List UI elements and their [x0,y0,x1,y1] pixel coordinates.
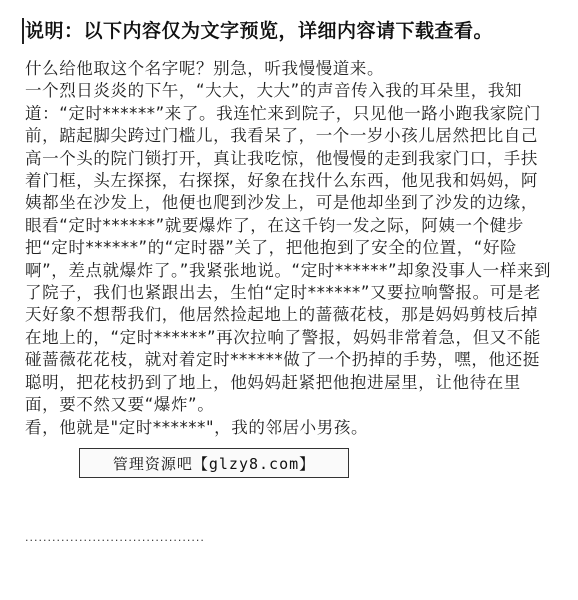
paragraph-conclusion: 看，他就是"定时******"，我的邻居小男孩。 [25,417,369,437]
document-body [25,58,555,439]
preview-notice: 说明：以下内容仅为文字预览，详细内容请下载查看。 [25,20,494,42]
paragraph-intro: 什么给他取这个名字呢？别急，听我慢慢道来。 [25,59,385,78]
text-cursor [22,18,24,44]
watermark-banner: 管理资源吧【glzy8.com】 [79,448,349,478]
paragraph-story: 一个烈日炎炎的下午，“大大，大大”的声音传入我的耳朵里，我知道：“定时******”来了。我连忙来到院子，只见他一路小跑我家院门前，踮起脚尖跨过门槛儿，我看呆了，一个一岁小孩儿居然把比自己高一个头的院门锁打开，真让我吃惊，他慢慢的走到我家门口，手扶着门框，头左探探，右探探，好象在找什么东西，他见我和妈妈，阿姨都坐在沙发上，他便也爬到沙发上，可是他却坐到了沙发的边缘，眼看“定时******”就要爆炸了，在这千钧一发之际，阿姨一个健步把“定时******”的“定时器”关了，把他抱到了安全的位置，“好险啊”，差点就爆炸了。”我紧张地说。“定时******”却象没事人一样来到了院子，我们也紧跟出去，生怕“定时******”又要拉响警报。可是老天好象不想帮我们，他居然捡起地上的蔷薇花枝，那是妈妈剪枝后掉在地上的，“定时******”再次拉响了警报，妈妈非常着急，但又不能碰蔷薇花花枝，就对着定时******做了一个扔掉的手势，嘿，他还挺聪明，把花枝扔到了地上，他妈妈赶紧把他抱进屋里，让他待在里面，要不然又要“爆炸”。 [25,81,552,415]
dotted-separator: ········································ [25,534,205,547]
